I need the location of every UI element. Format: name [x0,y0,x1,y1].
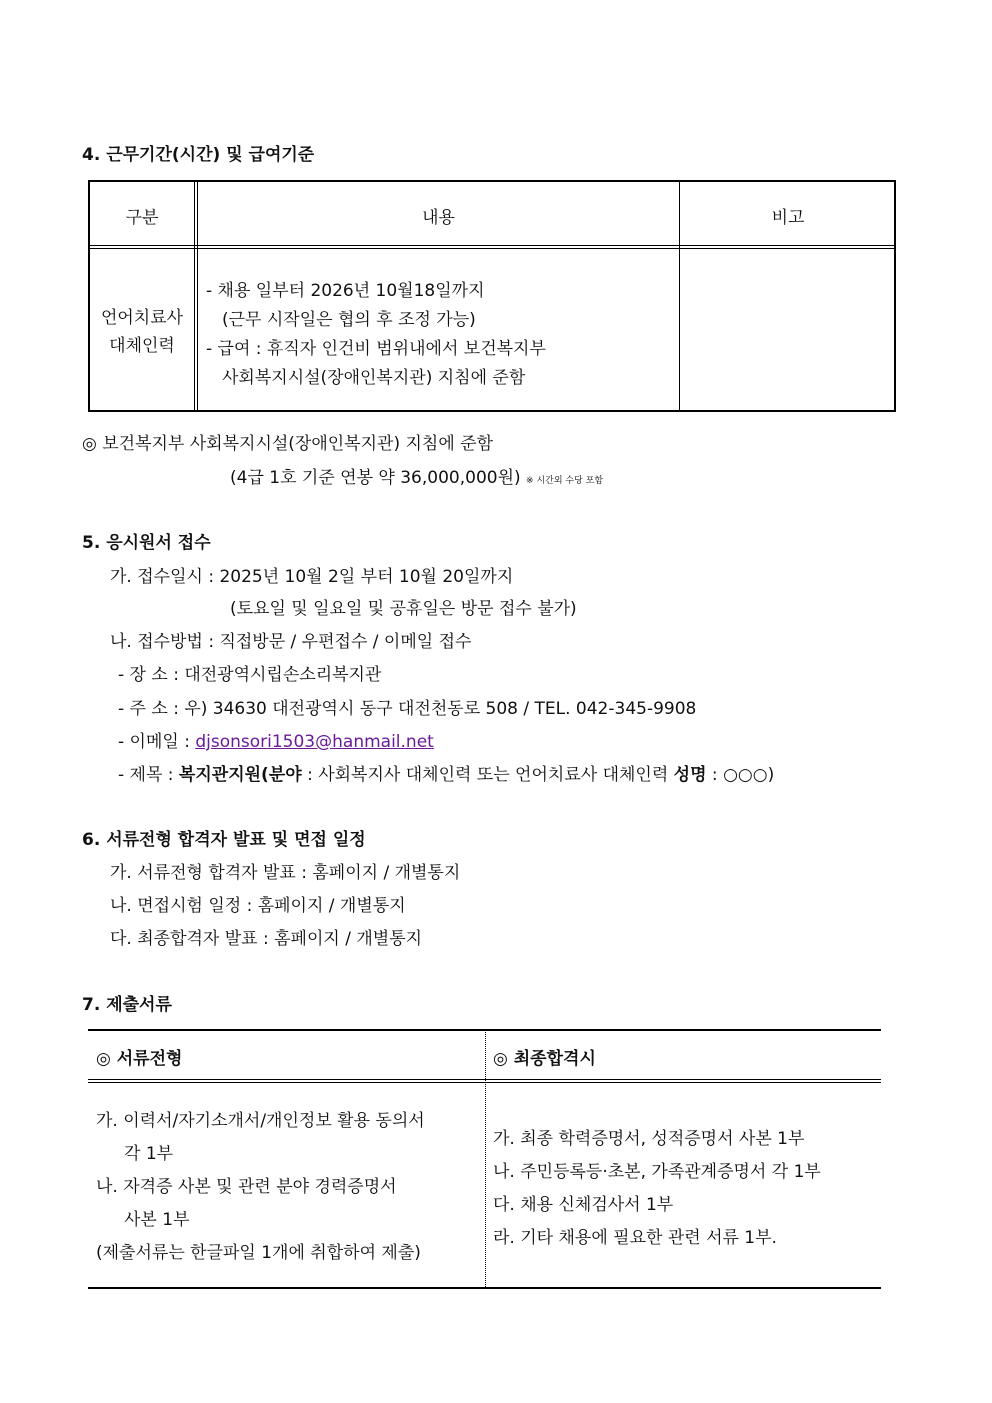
col2-line1: 가. 최종 학력증명서, 성적증명서 사본 1부 [493,1129,805,1149]
work-period-table [88,180,896,412]
overtime-note: ※ 시간외 수당 포함 [526,476,604,486]
section-6-heading: 6. 서류전형 합격자 발표 및 면접 일정 [82,830,366,850]
application-place: - 장 소 : 대전광역시립손소리복지관 [118,665,382,685]
subject-bold-3: 성명 [673,765,707,785]
col2-line2: 나. 주민등록등·초본, 가족관계증명서 각 1부 [493,1162,821,1182]
content-line4: 사회복지시설(장애인복지관) 지침에 준함 [222,368,526,388]
col1-line1: 가. 이력서/자기소개서/개인정보 활용 동의서 [96,1111,425,1131]
col1-line4: 사본 1부 [124,1210,190,1230]
header-category: 구분 [125,208,159,228]
email-link[interactable]: djsonsori1503@hanmail.net [195,732,434,752]
subject-end: : ○○○) [706,765,775,785]
header-content: 내용 [422,208,455,228]
application-period: 가. 접수일시 : 2025년 10월 2일 부터 10월 20일까지 [110,567,514,587]
col1-line5: (제출서류는 한글파일 1개에 취합하여 제출) [96,1243,421,1263]
email-subject-line [118,760,774,785]
section-5-heading: 5. 응시원서 접수 [82,533,211,553]
header-remarks: 비고 [771,208,805,228]
application-address: - 주 소 : 우) 34630 대전광역시 동구 대전천동로 508 / TEL. 042-345-9908 [118,699,697,719]
subject-prefix: - 제목 : [118,765,174,785]
row-label-line1: 언어치료사 [100,308,184,328]
schedule-item-2: 나. 면접시험 일정 : 홈페이지 / 개별통지 [110,896,406,916]
salary-detail [230,463,603,488]
email-label: - 이메일 : [118,732,190,752]
content-line3: - 급여 : 휴직자 인건비 범위내에서 보건복지부 [206,339,546,359]
documents-table [88,1029,881,1289]
col2-line4: 라. 기타 채용에 필요한 관련 서류 1부. [493,1228,777,1248]
salary-amount: (4급 1호 기준 연봉 약 36,000,000원) [230,468,521,488]
schedule-item-1: 가. 서류전형 합격자 발표 : 홈페이지 / 개별통지 [110,863,461,883]
col1-line2: 각 1부 [124,1144,174,1164]
content-line2: (근무 시작일은 협의 후 조정 가능) [222,310,476,330]
schedule-item-3: 다. 최종합격자 발표 : 홈페이지 / 개별통지 [110,929,423,949]
section-4-heading: 4. 근무기간(시간) 및 급여기준 [82,145,315,165]
salary-note: ◎ 보건복지부 사회복지시설(장애인복지관) 지침에 준함 [82,434,493,454]
email-line [118,727,434,752]
col2-header: ◎ 최종합격시 [493,1049,596,1069]
application-method: 나. 접수방법 : 직접방문 / 우편접수 / 이메일 접수 [110,632,472,652]
application-period-note: (토요일 및 일요일 및 공휴일은 방문 접수 불가) [230,599,577,619]
col1-header: ◎ 서류전형 [96,1049,183,1069]
col1-line3: 나. 자격증 사본 및 관련 분야 경력증명서 [96,1177,397,1197]
row-label-line2: 대체인력 [109,336,175,356]
section-7-heading: 7. 제출서류 [82,995,172,1015]
subject-bold-2: 분야 [268,765,302,785]
col2-line3: 다. 채용 신체검사서 1부 [493,1195,674,1215]
subject-mid: : 사회복지사 대체인력 또는 언어치료사 대체인력 [301,765,674,785]
content-line1: - 채용 일부터 2026년 10월18일까지 [206,281,485,301]
subject-bold-1: 복지관지원( [178,765,269,785]
